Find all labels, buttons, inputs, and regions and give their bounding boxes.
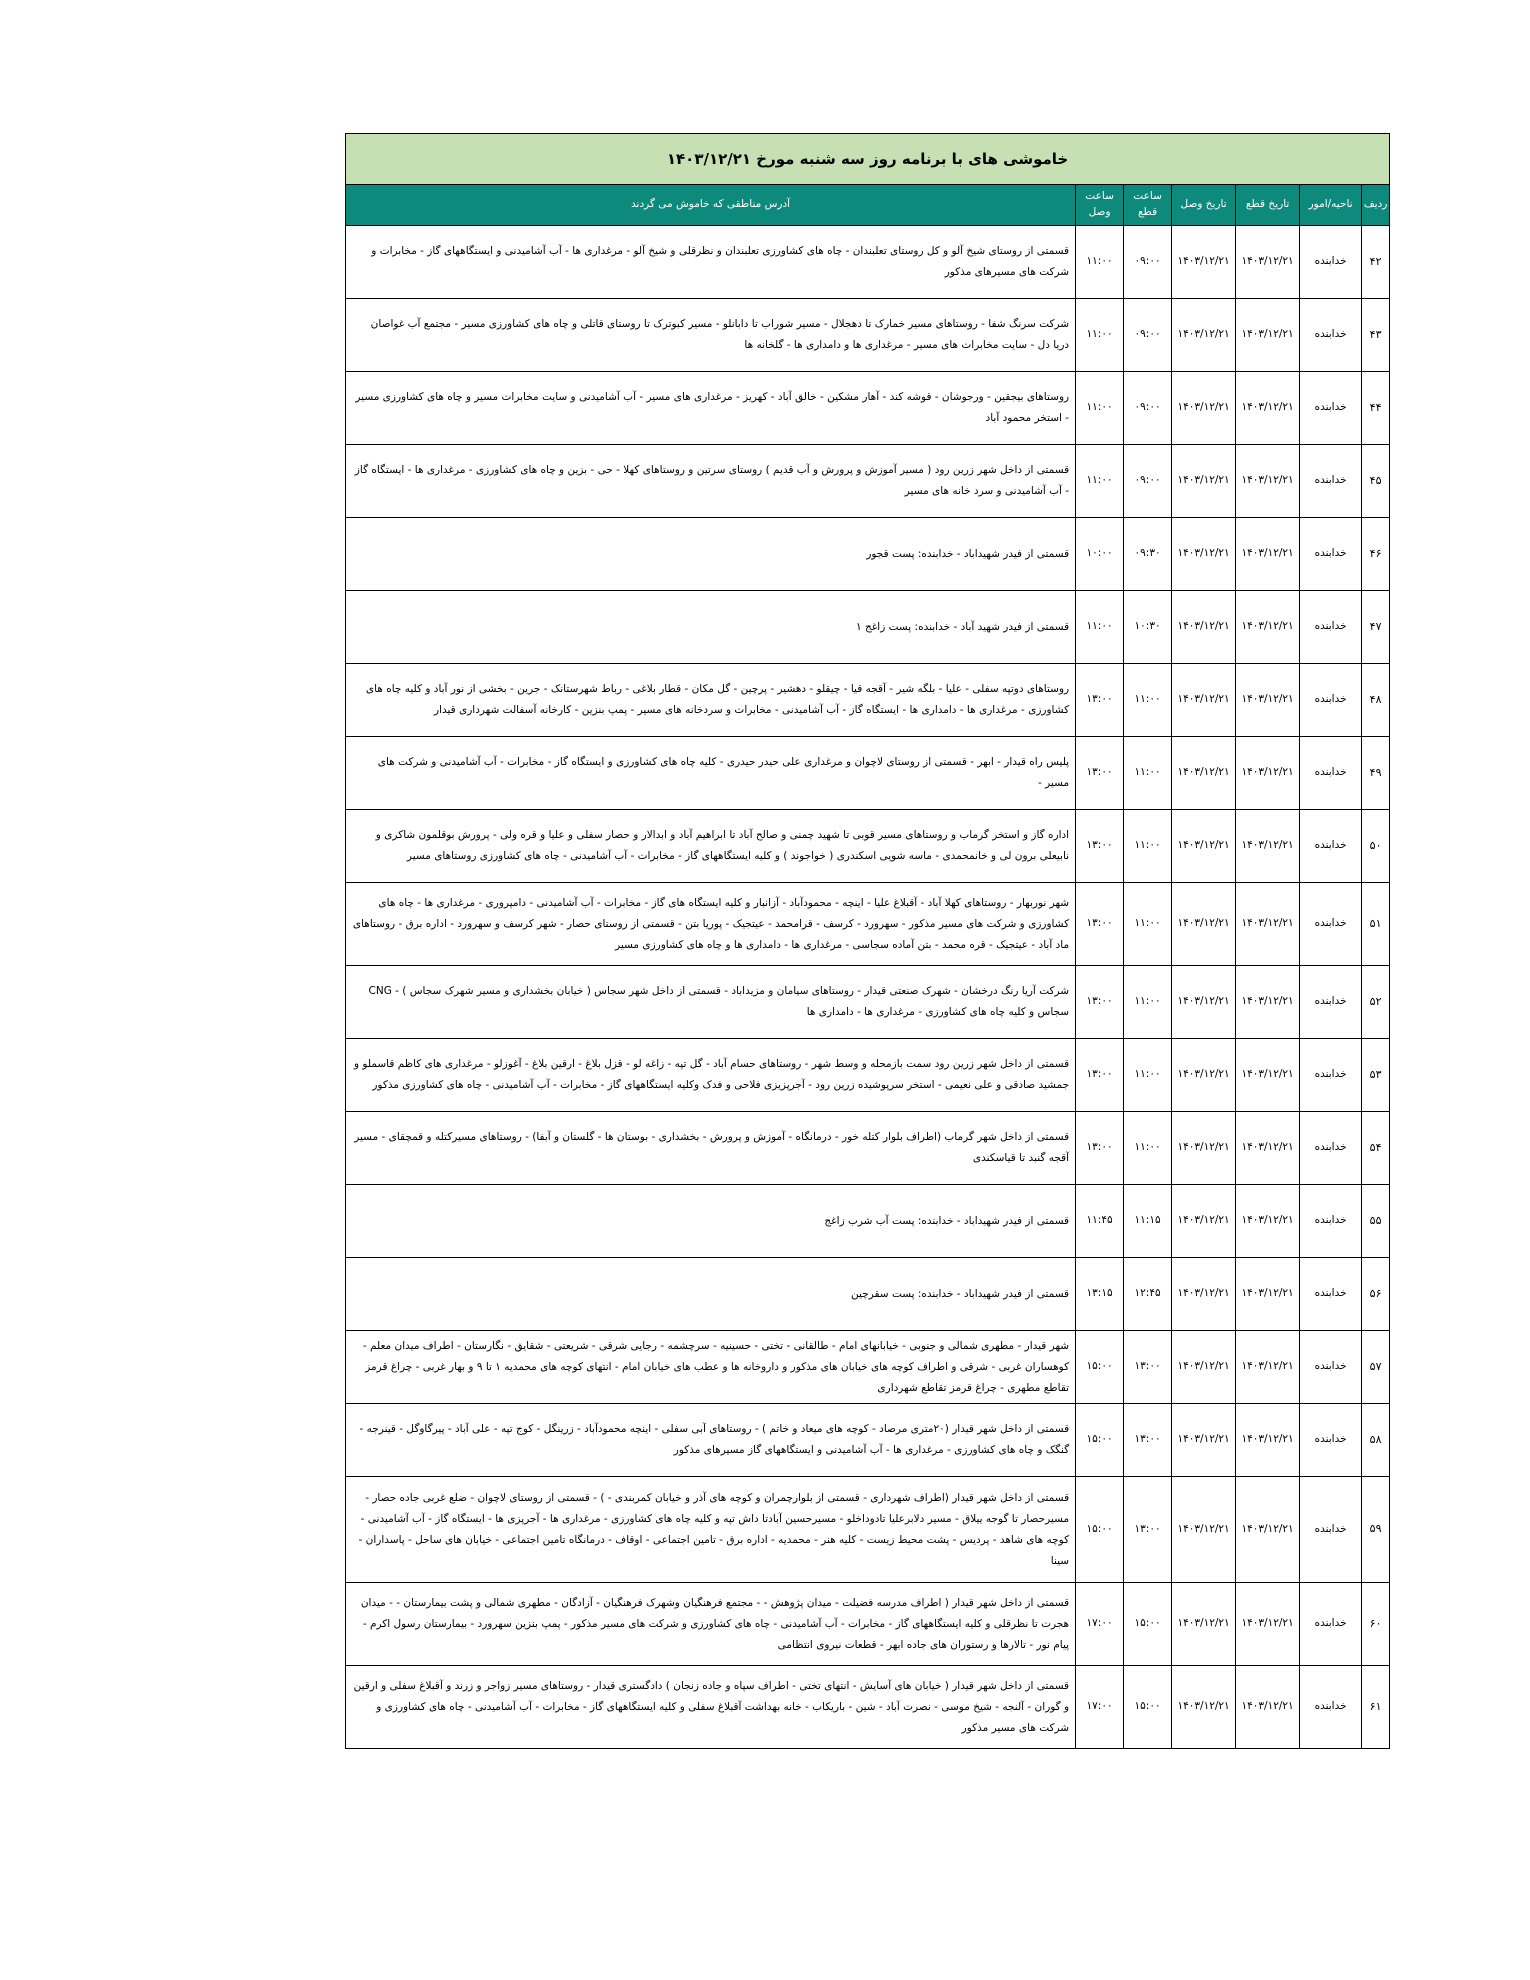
cell-area: خدابنده	[1300, 664, 1362, 737]
table-row	[346, 737, 1390, 810]
cell-conn-time: ۱۷:۰۰	[1076, 1583, 1124, 1666]
header-cut-date: تاریخ قطع	[1236, 185, 1300, 226]
cell-idx: ۶۱	[1362, 1666, 1390, 1749]
cell-cut-date: ۱۴۰۳/۱۲/۲۱	[1236, 1477, 1300, 1583]
cell-cut-date: ۱۴۰۳/۱۲/۲۱	[1236, 737, 1300, 810]
cell-cut-date: ۱۴۰۳/۱۲/۲۱	[1236, 1258, 1300, 1331]
cell-address: قسمتی از داخل شهر زرین رود سمت بازمحله و وسط شهر - روستاهای حسام آباد - گل تپه - زاغه لو - قزل بلاغ - ارقین بلاغ - آغوزلو - مرغداری های کاظم قاسملو و جمشید صادقی و علی نعیمی - استخر سرپوشیده زرین رود - آجرپزیزی فلاحی و فدک وکلیه ایستگاههای گاز - مخابرات - آب آشامیدنی - چاه های کشاورزی مذکور	[346, 1039, 1076, 1112]
table-title: خاموشی های با برنامه روز سه شنبه مورخ ۱۴۰۳/۱۲/۲۱	[346, 134, 1390, 185]
cell-cut-time: ۱۱:۰۰	[1124, 966, 1172, 1039]
cell-conn-time: ۱۱:۰۰	[1076, 591, 1124, 664]
cell-area: خدابنده	[1300, 1477, 1362, 1583]
cell-cut-date: ۱۴۰۳/۱۲/۲۱	[1236, 966, 1300, 1039]
cell-conn-time: ۱۱:۰۰	[1076, 445, 1124, 518]
cell-address: قسمتی از داخل شهر قیدار (اطراف شهرداری - قسمتی از بلوارچمران و کوچه های آذر و خیابان کمربندی - ) - قسمتی از روستای لاچوان - ضلع غربی جاده حصار - مسیرحصار تا گوجه ییلاق - مسیر دلابرعلیا تادوداخلو - مسیرحسین آبادتا داش تپه و کلیه چاه های کشاورزی - مرغداری ها - آجرپزی ها - ایستگاه گاز - آب آشامیدنی - کوچه های شاهد - پردیس - پشت محیط زیست - کلیه هنر - محمدیه - اداره برق - تامین اجتماعی - اوقاف - درمانگاه تامین اجتماعی - خیابان های ساحل - پاسداران - سینا	[346, 1477, 1076, 1583]
cell-conn-date: ۱۴۰۳/۱۲/۲۱	[1172, 518, 1236, 591]
cell-cut-date: ۱۴۰۳/۱۲/۲۱	[1236, 810, 1300, 883]
cell-conn-time: ۱۷:۰۰	[1076, 1666, 1124, 1749]
cell-idx: ۴۶	[1362, 518, 1390, 591]
cell-conn-time: ۱۱:۰۰	[1076, 226, 1124, 299]
cell-cut-date: ۱۴۰۳/۱۲/۲۱	[1236, 1331, 1300, 1404]
cell-cut-time: ۱۳:۰۰	[1124, 1477, 1172, 1583]
outage-table	[345, 133, 1390, 1749]
header-address: آدرس مناطقی که خاموش می گردند	[346, 185, 1076, 226]
cell-cut-time: ۱۱:۱۵	[1124, 1185, 1172, 1258]
cell-conn-date: ۱۴۰۳/۱۲/۲۱	[1172, 1112, 1236, 1185]
cell-idx: ۴۲	[1362, 226, 1390, 299]
table-row	[346, 810, 1390, 883]
cell-conn-time: ۱۳:۰۰	[1076, 966, 1124, 1039]
cell-idx: ۴۵	[1362, 445, 1390, 518]
cell-address: شرکت آریا رنگ درخشان - شهرک صنعتی قیدار - روستاهای سیامان و مزیداباد - قسمتی از داخل شهر سجاس ( خیابان بخشداری و مسیر شهرک سجاس ) - CNG سجاس و کلیه چاه های کشاورزی - مرغداری ها - دامداری ها	[346, 966, 1076, 1039]
cell-cut-time: ۱۵:۰۰	[1124, 1583, 1172, 1666]
table-row	[346, 1112, 1390, 1185]
cell-idx: ۶۰	[1362, 1583, 1390, 1666]
cell-conn-time: ۱۵:۰۰	[1076, 1331, 1124, 1404]
cell-area: خدابنده	[1300, 1258, 1362, 1331]
cell-idx: ۵۴	[1362, 1112, 1390, 1185]
cell-address: قسمتی از فیدر شهیداباد - خدابنده: پست سقرچین	[346, 1258, 1076, 1331]
cell-conn-date: ۱۴۰۳/۱۲/۲۱	[1172, 664, 1236, 737]
table-row	[346, 299, 1390, 372]
table-row	[346, 966, 1390, 1039]
cell-cut-time: ۰۹:۰۰	[1124, 372, 1172, 445]
cell-area: خدابنده	[1300, 1404, 1362, 1477]
cell-area: خدابنده	[1300, 299, 1362, 372]
table-row	[346, 1666, 1390, 1749]
cell-cut-time: ۰۹:۰۰	[1124, 445, 1172, 518]
cell-address: اداره گاز و استخر گرماب و روستاهای مسیر قوبی تا شهید چمنی و صالح آباد تا ابراهیم آباد و ابدالار و حصار سفلی و علیا و قره ولی - پرورش بوقلمون شاکری و نابیعلی برون لی و خانمحمدی - ماسه شویی اسکندری ( خواجوند ) و کلیه ایستگاههای گاز - مخابرات - آب آشامیدنی - چاه های کشاورزی روستاهای مسیر	[346, 810, 1076, 883]
cell-conn-time: ۱۵:۰۰	[1076, 1477, 1124, 1583]
table-row	[346, 1039, 1390, 1112]
cell-conn-date: ۱۴۰۳/۱۲/۲۱	[1172, 1477, 1236, 1583]
cell-conn-date: ۱۴۰۳/۱۲/۲۱	[1172, 1185, 1236, 1258]
cell-conn-time: ۱۳:۰۰	[1076, 810, 1124, 883]
cell-idx: ۵۶	[1362, 1258, 1390, 1331]
table-row	[346, 664, 1390, 737]
cell-cut-time: ۱۱:۰۰	[1124, 1112, 1172, 1185]
cell-idx: ۵۰	[1362, 810, 1390, 883]
cell-cut-time: ۱۳:۰۰	[1124, 1404, 1172, 1477]
cell-address: قسمتی از داخل شهر گرماب (اطراف بلوار کتله خور - درمانگاه - آموزش و پرورش - بخشداری - بوستان ها - گلستان و آبفا) - روستاهای مسیرکتله و قمچقای - مسیر آقجه گنبد تا قیاسکندی	[346, 1112, 1076, 1185]
cell-conn-date: ۱۴۰۳/۱۲/۲۱	[1172, 1331, 1236, 1404]
cell-conn-time: ۱۵:۰۰	[1076, 1404, 1124, 1477]
table-header-row	[346, 185, 1390, 226]
cell-area: خدابنده	[1300, 1666, 1362, 1749]
cell-cut-time: ۰۹:۰۰	[1124, 299, 1172, 372]
cell-address: روستاهای دوتپه سفلی - علیا - بلگه شیر - آقجه قیا - چیقلو - دهشیر - پرچین - گل مکان - قطار بلاغی - رباط شهرستانک - جرین - بخشی از نور آباد و کلیه چاه های کشاورزی - مرغداری ها - دامداری ها - ایستگاه گاز - آب آشامیدنی - مخابرات و سردخانه های مسیر - پمپ بنزین - کارخانه آسفالت شهرداری قیدار	[346, 664, 1076, 737]
cell-cut-time: ۰۹:۰۰	[1124, 226, 1172, 299]
cell-idx: ۵۵	[1362, 1185, 1390, 1258]
header-area: ناحیه/امور	[1300, 185, 1362, 226]
table-row	[346, 372, 1390, 445]
cell-conn-date: ۱۴۰۳/۱۲/۲۱	[1172, 1583, 1236, 1666]
cell-cut-time: ۱۵:۰۰	[1124, 1666, 1172, 1749]
cell-cut-date: ۱۴۰۳/۱۲/۲۱	[1236, 1583, 1300, 1666]
cell-cut-time: ۱۱:۰۰	[1124, 810, 1172, 883]
cell-address: قسمتی از فیدر شهیداباد - خدابنده: پست قجور	[346, 518, 1076, 591]
table-row	[346, 883, 1390, 966]
cell-cut-time: ۱۱:۰۰	[1124, 664, 1172, 737]
cell-address: قسمتی از داخل شهر زرین رود ( مسیر آموزش و پرورش و آب قدیم ) روستای سرتین و روستاهای کهلا - حی - بزین و چاه های کشاورزی - مرغداری ها - ایستگاه گاز - آب آشامیدنی و سرد خانه های مسیر	[346, 445, 1076, 518]
cell-address: پلیس راه قیدار - ابهر - قسمتی از روستای لاچوان و مرغداری علی حیدر حیدری - کلیه چاه های کشاورزی و ایستگاه گاز - مخابرات - آب آشامیدنی و شرکت های مسیر -	[346, 737, 1076, 810]
cell-address: قسمتی از داخل شهر قیدار ( اطراف مدرسه فضیلت - میدان پژوهش - - مجتمع فرهنگیان وشهرک فرهنگیان - آزادگان - مطهری شمالی و پشت بیمارستان - - میدان هجرت تا نظرقلی و کلیه ایستگاههای گاز - مخابرات - آب آشامیدنی - چاه های کشاورزی و شرکت های مسیر مذکور - پمپ بنزین سهرورد - بیمارستان رسول اکرم - پیام نور - تالارها و رستوران های جاده ابهر - قطعات نیروی انتظامی	[346, 1583, 1076, 1666]
cell-area: خدابنده	[1300, 1112, 1362, 1185]
cell-area: خدابنده	[1300, 445, 1362, 518]
table-body	[346, 226, 1390, 1749]
outage-sheet	[345, 133, 1389, 1749]
table-row	[346, 226, 1390, 299]
header-idx: ردیف	[1362, 185, 1390, 226]
cell-address: قسمتی از روستای شیخ آلو و کل روستای تعلبندان - چاه های کشاورزی تعلبندان و نظرقلی و شیخ آلو - مرغداری ها - آب آشامیدنی و ایستگاههای گاز - مخابرات و شرکت های مسیرهای مذکور	[346, 226, 1076, 299]
cell-idx: ۵۳	[1362, 1039, 1390, 1112]
cell-cut-date: ۱۴۰۳/۱۲/۲۱	[1236, 299, 1300, 372]
table-row	[346, 1583, 1390, 1666]
cell-conn-time: ۱۳:۰۰	[1076, 1039, 1124, 1112]
cell-address: شرکت سرنگ شفا - روستاهای مسیر خمارک تا دهجلال - مسیر شوراب تا دابانلو - مسیر کبوترک تا روستای قاتلی و چاه های کشاورزی مسیر - مجتمع آب غواصان دریا دل - سایت مخابرات های مسیر - مرغداری ها و دامداری ها - گلخانه ها	[346, 299, 1076, 372]
cell-area: خدابنده	[1300, 1331, 1362, 1404]
cell-conn-date: ۱۴۰۳/۱۲/۲۱	[1172, 1666, 1236, 1749]
cell-area: خدابنده	[1300, 591, 1362, 664]
cell-area: خدابنده	[1300, 883, 1362, 966]
cell-cut-time: ۱۰:۳۰	[1124, 591, 1172, 664]
cell-address: قسمتی از فیدر شهیداباد - خدابنده: پست آب شرب زاغج	[346, 1185, 1076, 1258]
cell-cut-date: ۱۴۰۳/۱۲/۲۱	[1236, 883, 1300, 966]
cell-conn-time: ۱۱:۴۵	[1076, 1185, 1124, 1258]
cell-conn-date: ۱۴۰۳/۱۲/۲۱	[1172, 299, 1236, 372]
cell-idx: ۴۷	[1362, 591, 1390, 664]
table-row	[346, 1331, 1390, 1404]
cell-area: خدابنده	[1300, 810, 1362, 883]
table-row	[346, 1258, 1390, 1331]
cell-area: خدابنده	[1300, 1185, 1362, 1258]
cell-address: روستاهای بیجقین - ورجوشان - قوشه کند - آهار مشکین - خالق آباد - کهریز - مرغداری های مسیر - آب آشامیدنی و سایت مخابرات مسیر و چاه های کشاورزی مسیر - استخر محمود آباد	[346, 372, 1076, 445]
cell-area: خدابنده	[1300, 518, 1362, 591]
cell-area: خدابنده	[1300, 1039, 1362, 1112]
header-conn-date: تاریخ وصل	[1172, 185, 1236, 226]
cell-conn-time: ۱۱:۰۰	[1076, 372, 1124, 445]
table-row	[346, 1477, 1390, 1583]
cell-conn-date: ۱۴۰۳/۱۲/۲۱	[1172, 883, 1236, 966]
cell-conn-date: ۱۴۰۳/۱۲/۲۱	[1172, 226, 1236, 299]
cell-cut-date: ۱۴۰۳/۱۲/۲۱	[1236, 1112, 1300, 1185]
cell-cut-date: ۱۴۰۳/۱۲/۲۱	[1236, 591, 1300, 664]
cell-conn-date: ۱۴۰۳/۱۲/۲۱	[1172, 1404, 1236, 1477]
cell-cut-date: ۱۴۰۳/۱۲/۲۱	[1236, 372, 1300, 445]
cell-cut-date: ۱۴۰۳/۱۲/۲۱	[1236, 1666, 1300, 1749]
cell-area: خدابنده	[1300, 737, 1362, 810]
cell-cut-time: ۱۱:۰۰	[1124, 883, 1172, 966]
table-row	[346, 445, 1390, 518]
cell-idx: ۴۳	[1362, 299, 1390, 372]
cell-conn-date: ۱۴۰۳/۱۲/۲۱	[1172, 966, 1236, 1039]
cell-conn-time: ۱۳:۱۵	[1076, 1258, 1124, 1331]
cell-area: خدابنده	[1300, 372, 1362, 445]
cell-idx: ۴۴	[1362, 372, 1390, 445]
cell-address: شهر نوربهار - روستاهای کهلا آباد - آقبلاغ علیا - اینچه - محمودآباد - آزانبار و کلیه ایستگاه های گاز - مخابرات - آب آشامیدنی - دامپروری - مرغداری ها - چاه های کشاورزی و شرکت های مسیر مذکور - سهرورد - کرسف - قرامحمد - عیتجیک - پوریا بتن - قسمتی از روستای حصار - شهر کرسف و سهرورد - اداره برق - روستاهای ماد آباد - عیتجیک - قره محمد - بتن آماده سجاسی - مرغداری ها - دامداری ها و چاه های کشاورزی مسیر	[346, 883, 1076, 966]
cell-address: قسمتی از داخل شهر قیدار (۲۰متری مرصاد - کوچه های میعاد و خاتم ) - روستاهای آبی سفلی - اینچه محمودآباد - زرینگل - کوج تپه - علی آباد - پیرگاوگل - قینرجه - گنگک و چاه های کشاورزی - مرغداری ها - آب آشامیدنی و ایستگاههای گاز مسیرهای مذکور	[346, 1404, 1076, 1477]
cell-conn-date: ۱۴۰۳/۱۲/۲۱	[1172, 810, 1236, 883]
cell-address: شهر قیدار - مطهری شمالی و جنوبی - خیابانهای امام - طالقانی - تختی - حسینیه - سرچشمه - رجایی شرقی - شریعتی - شقایق - نگارستان - اطراف میدان معلم - کوهساران غربی - شرقی و اطراف کوچه های خیابان های مذکور و داروخانه ها و عطب های خیابان امام - انتهای کوچه های محمدیه ۱ تا ۹ و بهار غربی - چراغ قرمز تقاطع مطهری - چراغ قرمز تقاطع شهرداری	[346, 1331, 1076, 1404]
cell-cut-date: ۱۴۰۳/۱۲/۲۱	[1236, 226, 1300, 299]
cell-cut-time: ۱۱:۰۰	[1124, 737, 1172, 810]
cell-idx: ۵۲	[1362, 966, 1390, 1039]
cell-conn-date: ۱۴۰۳/۱۲/۲۱	[1172, 445, 1236, 518]
table-row	[346, 591, 1390, 664]
table-row	[346, 518, 1390, 591]
cell-conn-time: ۱۰:۰۰	[1076, 518, 1124, 591]
cell-conn-time: ۱۳:۰۰	[1076, 883, 1124, 966]
cell-cut-date: ۱۴۰۳/۱۲/۲۱	[1236, 664, 1300, 737]
cell-conn-time: ۱۳:۰۰	[1076, 737, 1124, 810]
cell-area: خدابنده	[1300, 966, 1362, 1039]
cell-area: خدابنده	[1300, 226, 1362, 299]
table-row	[346, 1404, 1390, 1477]
cell-conn-date: ۱۴۰۳/۱۲/۲۱	[1172, 372, 1236, 445]
cell-cut-date: ۱۴۰۳/۱۲/۲۱	[1236, 1404, 1300, 1477]
cell-cut-date: ۱۴۰۳/۱۲/۲۱	[1236, 1039, 1300, 1112]
cell-cut-date: ۱۴۰۳/۱۲/۲۱	[1236, 1185, 1300, 1258]
cell-idx: ۵۷	[1362, 1331, 1390, 1404]
cell-address: قسمتی از فیدر شهید آباد - خدابنده: پست زاغج ۱	[346, 591, 1076, 664]
table-row	[346, 1185, 1390, 1258]
cell-cut-date: ۱۴۰۳/۱۲/۲۱	[1236, 518, 1300, 591]
cell-conn-time: ۱۳:۰۰	[1076, 664, 1124, 737]
cell-idx: ۵۹	[1362, 1477, 1390, 1583]
header-conn-time: ساعت وصل	[1076, 185, 1124, 226]
cell-cut-time: ۰۹:۳۰	[1124, 518, 1172, 591]
cell-conn-date: ۱۴۰۳/۱۲/۲۱	[1172, 1258, 1236, 1331]
cell-cut-time: ۱۳:۰۰	[1124, 1331, 1172, 1404]
cell-idx: ۴۸	[1362, 664, 1390, 737]
cell-area: خدابنده	[1300, 1583, 1362, 1666]
cell-cut-time: ۱۲:۴۵	[1124, 1258, 1172, 1331]
cell-conn-date: ۱۴۰۳/۱۲/۲۱	[1172, 591, 1236, 664]
cell-conn-time: ۱۱:۰۰	[1076, 299, 1124, 372]
cell-cut-date: ۱۴۰۳/۱۲/۲۱	[1236, 445, 1300, 518]
cell-conn-date: ۱۴۰۳/۱۲/۲۱	[1172, 737, 1236, 810]
header-cut-time: ساعت قطع	[1124, 185, 1172, 226]
cell-idx: ۵۸	[1362, 1404, 1390, 1477]
cell-idx: ۵۱	[1362, 883, 1390, 966]
cell-idx: ۴۹	[1362, 737, 1390, 810]
cell-cut-time: ۱۱:۰۰	[1124, 1039, 1172, 1112]
cell-conn-date: ۱۴۰۳/۱۲/۲۱	[1172, 1039, 1236, 1112]
cell-conn-time: ۱۳:۰۰	[1076, 1112, 1124, 1185]
cell-address: قسمتی از داخل شهر قیدار ( خیابان های آسایش - انتهای تختی - اطراف سپاه و جاده زنجان ) دادگستری قیدار - روستاهای مسیر زواجر و زرند و آقبلاغ سفلی و ارقین و گوران - آلنجه - شیخ موسی - نصرت آباد - شین - باریکاب - خانه بهداشت آقبلاغ سفلی و کلیه ایستگاههای گاز - مخابرات - آب آشامیدنی - چاه های کشاورزی و شرکت های مسیر مذکور	[346, 1666, 1076, 1749]
